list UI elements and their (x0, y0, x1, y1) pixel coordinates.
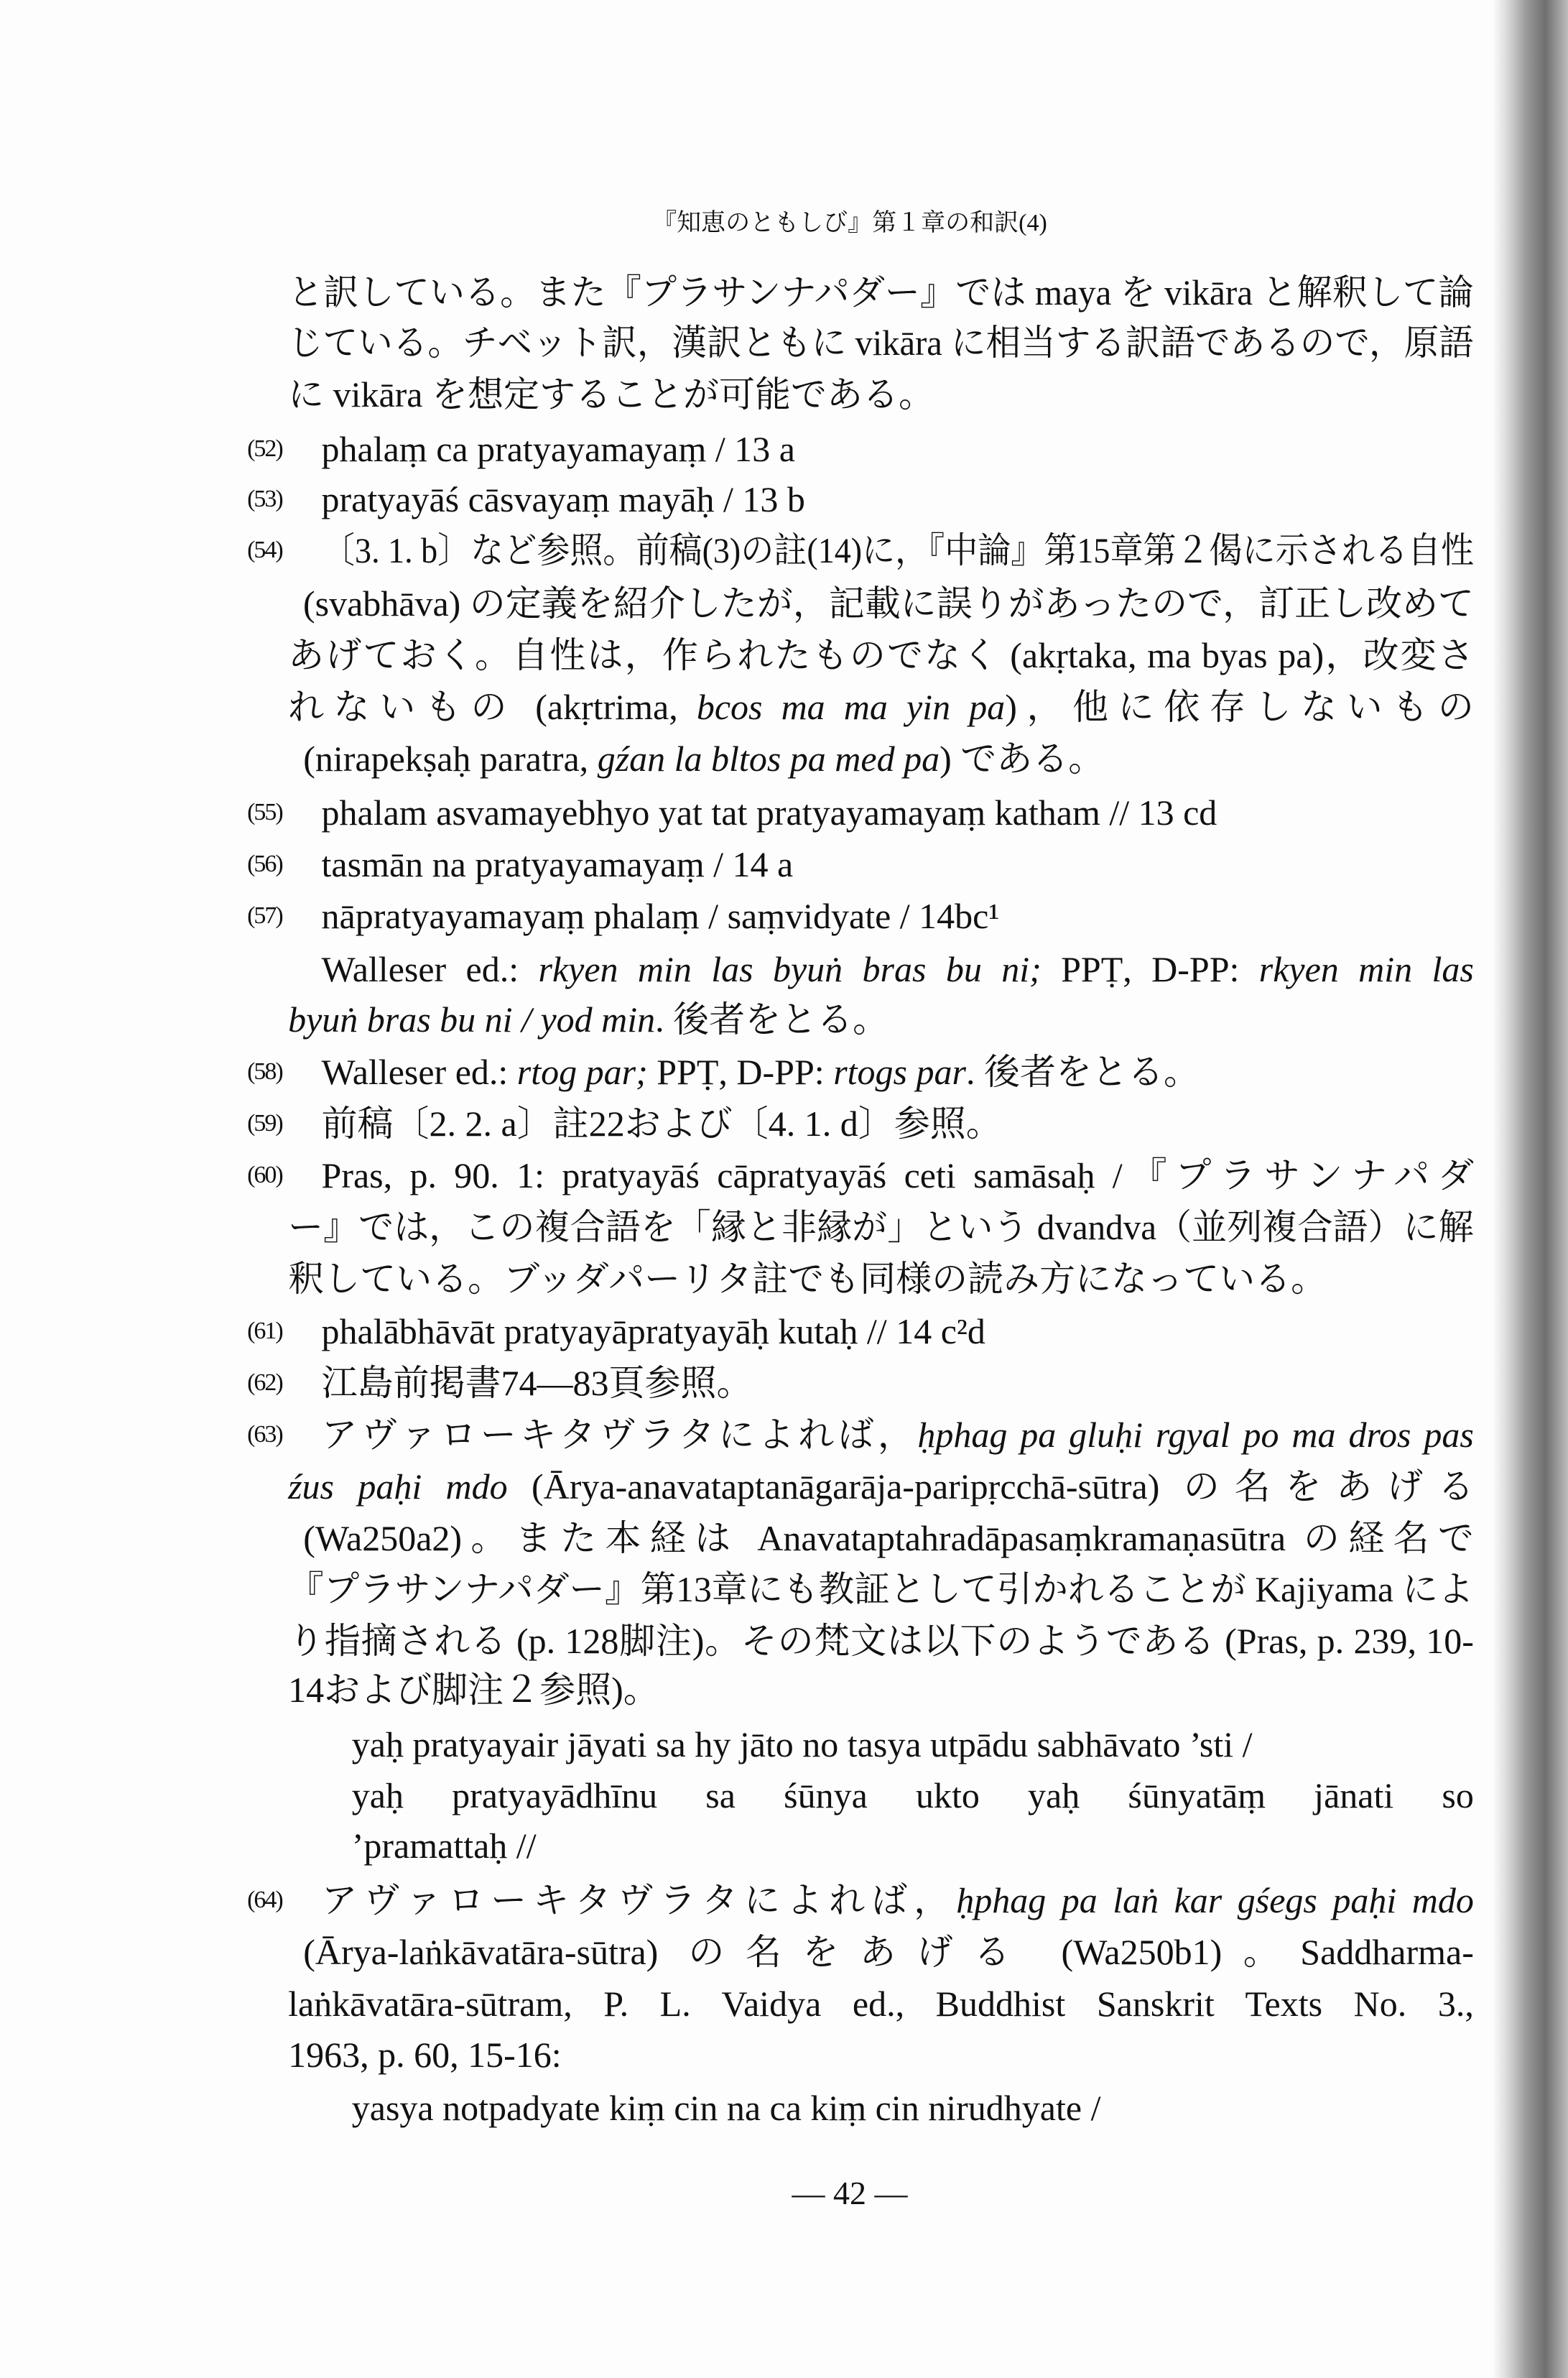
text-line (288, 1667, 659, 1713)
italic-text: rtog par; (516, 1052, 648, 1093)
text-segment: phalam asvamayebhyo yat tat pratyayamayaṃ katham // 13 cd (321, 792, 1217, 833)
text-segment: り指摘される (p. 128脚注)。その梵文は以下のようである (Pras, p. 239, 10- (288, 1621, 1474, 1662)
note-number: (54) (247, 537, 282, 564)
note-number: (59) (247, 1110, 282, 1137)
text-line (288, 2032, 562, 2078)
text-segment: Walleser ed.: (321, 948, 539, 989)
note-number: (53) (247, 485, 282, 512)
text-segment: 〔3. 1. b〕など参照。前稿(3)の註(14)に，『中論』第15章第２偈に示される自性 (321, 530, 1474, 571)
note-number: (57) (247, 902, 282, 930)
note-number: (62) (247, 1369, 282, 1397)
note-number: (58) (247, 1058, 282, 1086)
footnote-line (322, 527, 1474, 573)
text-line (288, 1463, 1474, 1509)
footnote-line (322, 476, 805, 522)
text-segment: yasya notpadyate kiṃ cin na ca kiṃ cin nirudhyate / (351, 2088, 1101, 2129)
footnote-line (322, 1412, 1474, 1458)
text-segment: 1963, p. 60, 15-16: (288, 2035, 562, 2076)
italic-text: gźan la bltos pa med pa (597, 738, 940, 779)
text-segment: PPṬ, D-PP: (1041, 948, 1259, 989)
note-number: (52) (247, 435, 282, 462)
footnote-line (322, 1877, 1474, 1923)
text-segment: . 後者をとる。 (655, 999, 889, 1040)
italic-text: źus paḥi mdo (288, 1466, 508, 1507)
text-line (352, 1721, 1253, 1767)
text-segment: Pras, p. 90. 1: pratyayāś cāpratyayāś ceti samāsaḥ /『プラサンナパダ (321, 1155, 1474, 1196)
italic-text: ḥphag pa laṅ kar gśegs paḥi mdo (956, 1880, 1474, 1921)
text-line (288, 1256, 1327, 1302)
text-segment: (Ārya-anavataptanāgarāja-paripṛcchā-sūtra) の名をあげる (507, 1466, 1474, 1507)
footnote-line (322, 790, 1217, 836)
text-segment: じている。チベット訳，漢訳ともに vikāra に相当する訳語であるので，原語 (288, 323, 1474, 364)
text-line (288, 320, 1474, 366)
text-segment: 釈している。ブッダパーリタ註でも同様の読み方になっている。 (288, 1258, 1327, 1299)
text-line (352, 2085, 1101, 2131)
italic-text: rkyen min las (1258, 948, 1474, 989)
text-segment: pratyayāś cāsvayaṃ mayāḥ / 13 b (321, 478, 805, 519)
text-segment: laṅkāvatāra-sūtram, P. L. Vaidya ed., Buddhist Sanskrit Texts No. 3., (288, 1983, 1474, 2024)
text-segment: . 後者をとる。 (965, 1052, 1200, 1093)
text-segment: (Wa250a2)。また本経は Anavataptahradāpasaṃkramaṇasūtra の経名で (303, 1517, 1474, 1558)
text-line (352, 1823, 537, 1869)
text-line (288, 1618, 1474, 1664)
text-line (303, 1929, 1474, 1975)
italic-text: rtogs par (833, 1052, 966, 1093)
text-segment: phalābhāvāt pratyayāpratyayāḥ kutaḥ // 14 c²d (321, 1311, 985, 1352)
text-segment: yaḥ pratyayair jāyati sa hy jāto no tasya utpādu sabhāvato ’sti / (351, 1724, 1253, 1764)
footnote-line (322, 841, 794, 887)
footnote-line (322, 426, 795, 472)
text-line (303, 736, 1104, 782)
text-line (322, 946, 1474, 992)
text-segment: nāpratyayamayaṃ phalaṃ / saṃvidyate / 14bc¹ (321, 896, 1000, 937)
text-line (288, 1204, 1474, 1250)
note-number: (56) (247, 851, 282, 878)
italic-text: ḥphag pa gluḥi rgyal po ma dros pas (917, 1415, 1474, 1455)
text-line (288, 632, 1474, 678)
text-line (303, 580, 1474, 626)
text-segment: 前稿〔2. 2. a〕註22および〔4. 1. d〕参照。 (321, 1104, 1002, 1144)
scan-edge-shadow (1493, 0, 1568, 2378)
text-segment: ー』では，この複合語を「縁と非縁が」という dvandva（並列複合語）に解 (288, 1206, 1474, 1247)
italic-text: bcos ma ma yin pa (696, 686, 1006, 727)
text-segment: れないもの (akṛtrima, (288, 686, 697, 727)
text-segment: あげておく。自性は，作られたものでなく (akṛtaka, ma byas pa)，改変さ (288, 634, 1474, 675)
note-number: (60) (247, 1162, 282, 1189)
text-segment: yaḥ pratyayādhīnu sa śūnya ukto yaḥ śūnyatāṃ jānati so (351, 1775, 1474, 1816)
text-segment: )，他に依存しないもの (1005, 686, 1474, 727)
text-segment: (Ārya-laṅkāvatāra-sūtra) の名をあげる (Wa250b1)。Saddharma- (303, 1931, 1474, 1972)
text-segment: ) である。 (940, 738, 1105, 779)
text-line (352, 1772, 1474, 1818)
footnote-line (322, 1152, 1474, 1198)
text-line (288, 1981, 1474, 2027)
note-number: (55) (247, 799, 282, 826)
text-segment: Walleser ed.: (321, 1052, 517, 1093)
footnote-line (322, 1049, 1200, 1095)
footnote-line (322, 1308, 985, 1354)
italic-text: rkyen min las byuṅ bras bu ni; (538, 948, 1042, 989)
italic-text: byuṅ bras bu ni / yod min (288, 999, 656, 1040)
note-number: (63) (247, 1421, 282, 1448)
note-number: (64) (247, 1887, 282, 1914)
text-line (288, 684, 1474, 730)
footnote-line (322, 1101, 1002, 1147)
text-segment: ’pramattaḥ // (351, 1826, 537, 1866)
text-segment: PPṬ, D-PP: (647, 1052, 834, 1093)
text-segment: 『プラサンナパダー』第13章にも教証として引かれることが Kajiyama によ (288, 1569, 1474, 1610)
text-segment: と訳している。また『プラサンナパダー』では maya を vikāra と解釈して論 (288, 272, 1474, 313)
text-line (288, 1566, 1474, 1612)
footnote-line (322, 893, 1000, 939)
text-segment: アヴァローキタヴラタによれば， (321, 1415, 918, 1455)
text-line (288, 269, 1474, 315)
text-segment: (nirapekṣaḥ paratra, (303, 738, 598, 779)
note-number: (61) (247, 1318, 282, 1345)
footnote-line (322, 1360, 753, 1406)
text-segment: phalaṃ ca pratyayamayaṃ / 13 a (321, 428, 795, 469)
text-line (303, 1515, 1474, 1561)
text-line (288, 996, 889, 1042)
text-segment: tasmān na pratyayamayaṃ / 14 a (321, 844, 794, 885)
text-segment: アヴァローキタヴラタによれば， (321, 1880, 957, 1921)
text-segment: に vikāra を想定することが可能である。 (288, 374, 935, 415)
running-header: 『知恵のともしび』第１章の和訳(4) (652, 210, 1047, 236)
text-line (288, 371, 934, 417)
text-segment: (svabhāva) の定義を紹介したが，記載に誤りがあったので，訂正し改めて (303, 583, 1475, 624)
text-segment: 14および脚注２参照)。 (288, 1669, 659, 1710)
text-segment: 江島前掲書74—83頁参照。 (321, 1363, 753, 1404)
page-number: — 42 — (792, 2175, 908, 2211)
